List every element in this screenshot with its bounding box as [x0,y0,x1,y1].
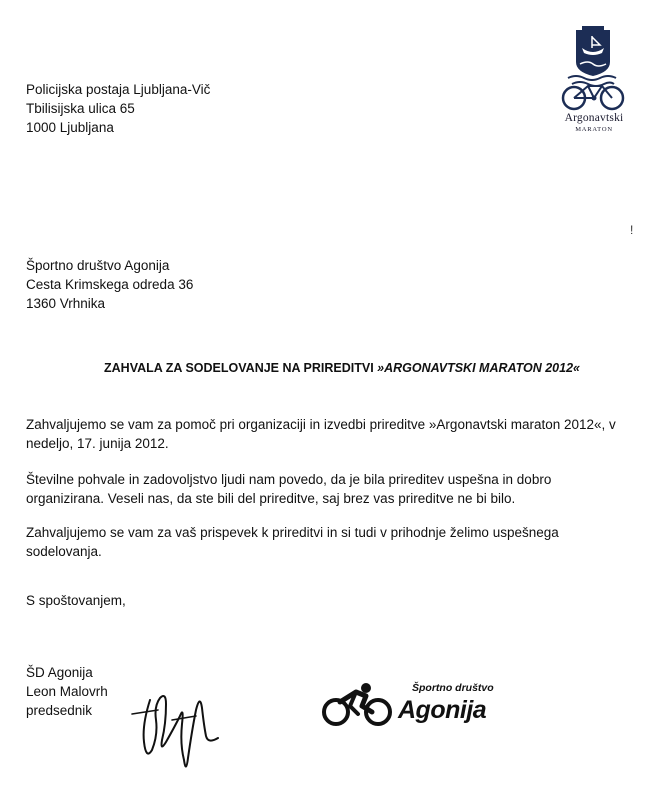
sender-line-3: 1360 Vrhnika [26,296,106,311]
argonavtski-maraton-logo [558,26,628,136]
sender-line-1: Športno društvo Agonija [26,258,170,273]
paragraph-1 [26,415,646,453]
agonija-club-logo [320,680,500,730]
paragraph-1-line-1: Zahvaljujemo se vam za pomoč pri organizaciji in izvedbi prireditve »Argonavtski maraton 2012«, v [26,417,616,432]
title-event: »ARGONAVTSKI MARATON 2012« [377,361,580,375]
scan-mark: ! [630,223,634,237]
ship-bicycle-emblem-icon [558,26,628,112]
paragraph-3-line-1: Zahvaljujemo se vam za vaš prispevek k prireditvi in si tudi v prihodnje želimo uspešnega [26,525,559,540]
recipient-line-2: Tbilisijska ulica 65 [26,101,135,116]
recipient-address [26,80,210,137]
paragraph-2-line-1: Številne pohvale in zadovoljstvo ljudi nam povedo, da je bila prireditev uspešna in dobro [26,472,552,487]
signatory-org: ŠD Agonija [26,665,93,680]
paragraph-2 [26,470,646,508]
recipient-line-3: 1000 Ljubljana [26,120,114,135]
title-prefix: ZAHVALA ZA SODELOVANJE NA PRIREDITVI [104,361,378,375]
sender-address [26,256,193,313]
paragraph-3 [26,523,646,561]
recipient-line-1: Policijska postaja Ljubljana-Vič [26,82,211,97]
sender-line-2: Cesta Krimskega odreda 36 [26,277,194,292]
paragraph-2-line-2: organizirana. Veseli nas, da ste bili del prireditve, saj brez vas prireditve ne bi bilo. [26,491,516,506]
closing: S spoštovanjem, [26,593,126,608]
signatory-role: predsednik [26,703,93,718]
paragraph-1-line-2: nedeljo, 17. junija 2012. [26,436,169,451]
logo-name-text: Argonavtski [564,112,624,124]
logo-club-name: Agonija [398,696,487,724]
paragraph-3-line-2: sodelovanja. [26,544,102,559]
logo-subtitle-text: MARATON [575,126,613,133]
cyclist-icon [320,680,396,728]
letter-title [104,361,580,375]
logo-club-text: Športno društvo [412,682,494,694]
signatory-name: Leon Malovrh [26,684,108,699]
handwritten-signature [122,680,232,780]
signatory-block [26,663,108,720]
